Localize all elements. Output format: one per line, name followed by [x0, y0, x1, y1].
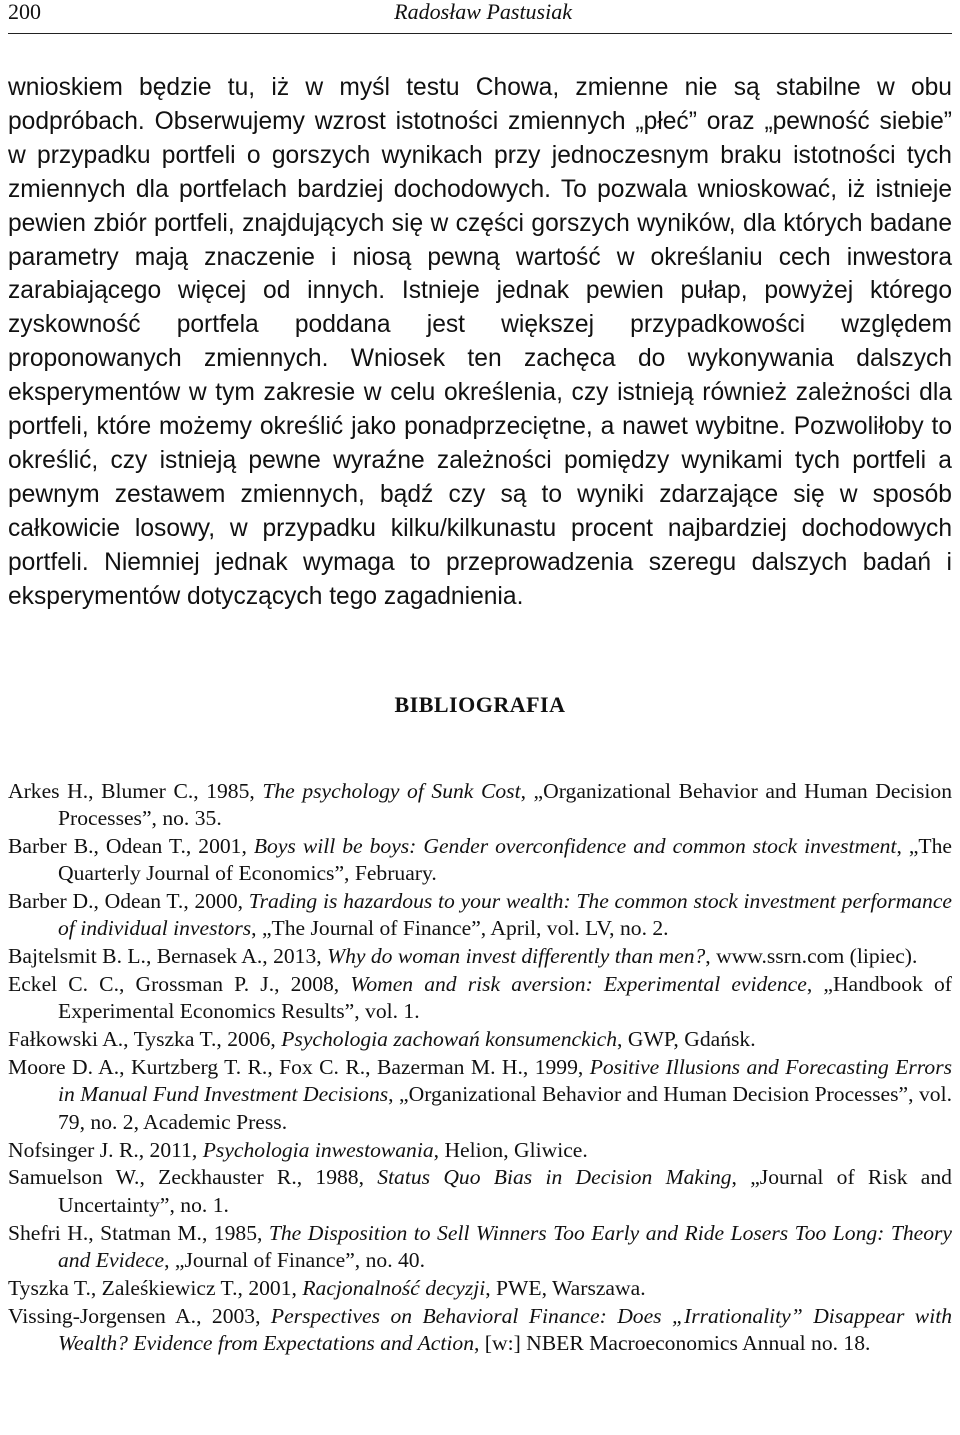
bibliography-entry: [8, 1220, 952, 1275]
entry-title: Psychologia zachowań konsumenckich: [281, 1027, 618, 1052]
entry-authors: Bajtelsmit B. L., Bernasek A., 2013,: [8, 944, 328, 969]
bibliography-entry: [8, 1026, 952, 1053]
entry-authors: Nofsinger J. R., 2011,: [8, 1137, 203, 1162]
entry-source: , „Handbook of Experimental Economics Results”, vol. 1.: [58, 971, 952, 1024]
entry-authors: Shefri H., Statman M., 1985,: [8, 1220, 269, 1245]
bibliography-heading: BIBLIOGRAFIA: [394, 691, 566, 717]
entry-title: The psychology of Sunk Cost: [262, 778, 521, 803]
entry-authors: Arkes H., Blumer C., 1985,: [8, 778, 263, 803]
entry-title: Boys will be boys: Gender overconfidence and common stock investment: [253, 833, 897, 858]
bibliography-entry: [8, 1303, 952, 1358]
running-header-author: Radosław Pastusiak: [394, 0, 572, 24]
entry-title: Why do woman invest differently than men?: [327, 944, 706, 969]
body-paragraph: wnioskiem będzie tu, iż w myśl testu Chowa, zmienne nie są stabilne w obu podpróbach. Obserwujemy wzrost istotności zmiennych „płeć” oraz „pewność siebie” w przypadku portfeli o gorszych wynikach przy jednoczesnym braku istotności tych zmiennych dla portfelach bardziej dochodowych. To pozwala wnioskować, iż istnieje pewien zbiór portfeli, znajdujących się w części gorszych wyników, dla których badane parametry mają znaczenie i niosą pewną wartość w określaniu cech inwestora zarabiającego więcej od innych. Istnieje jednak pewien pułap, powyżej którego zyskowność portfela poddana jest większej przypadkowości względem proponowanych zmiennych. Wniosek ten zachęca do wykonywania dalszych eksperymentów w tym zakresie w celu określenia, czy istnieją również zależności dla portfeli, które możemy określić jako ponadprzeciętne, a nawet wybitne. Pozwoliłoby to określić, czy istnieją pewne wyraźne zależności pomiędzy wynikami tych portfeli a pewnym zestawem zmiennych, bądź czy są to wyniki zdarzające się w sposób całkowicie losowy, w przypadku kilku/kilkunastu procent najbardziej dochodowych portfeli. Niemniej jednak wymaga to przeprowadzenia szeregu dalszych badań i eksperymentów dotyczących tego zagadnienia.: [8, 74, 952, 610]
bibliography-entry: [8, 1137, 952, 1164]
entry-title: Positive Illusions and Forecasting Errors in Manual Fund Investment Decisions: [58, 1054, 952, 1107]
bibliography-entry: [8, 778, 952, 833]
entry-title: Women and risk aversion: Experimental evidence: [350, 971, 807, 996]
entry-source: , „The Quarterly Journal of Economics”, February.: [58, 833, 953, 886]
bibliography-entry: [8, 1275, 952, 1302]
bibliography-entry: [8, 833, 952, 888]
entry-title: Status Quo Bias in Decision Making: [377, 1165, 732, 1190]
entry-title: Trading is hazardous to your wealth: The common stock investment performance of individual investors: [58, 888, 952, 941]
bibliography-entry: [8, 943, 952, 970]
entry-authors: Samuelson W., Zeckhauster R., 1988,: [8, 1165, 378, 1190]
bibliography-entry: [8, 888, 952, 943]
entry-authors: Fałkowski A., Tyszka T., 2006,: [8, 1027, 282, 1052]
entry-source: , „Journal of Risk and Uncertainty”, no. 1.: [58, 1165, 952, 1217]
entry-source: , „Journal of Finance”, no. 40.: [164, 1247, 425, 1272]
entry-source: , www.ssrn.com (lipiec).: [705, 944, 918, 969]
bibliography-list: [8, 778, 952, 1358]
entry-authors: Eckel C. C., Grossman P. J., 2008,: [8, 971, 351, 996]
entry-source: , [w:] NBER Macroeconomics Annual no. 18.: [474, 1330, 871, 1355]
entry-authors: Vissing-Jorgensen A., 2003,: [8, 1303, 271, 1328]
entry-title: The Disposition to Sell Winners Too Early and Ride Losers Too Long: Theory and Evidece: [58, 1220, 952, 1272]
entry-title: Psychologia inwestowania: [202, 1137, 434, 1162]
entry-title: Perspectives on Behavioral Finance: Does „Irrationality” Disappear with Wealth? Evidence from Expectations and Action: [58, 1303, 952, 1355]
bibliography-entry: [8, 1054, 952, 1136]
entry-source: , „Organizational Behavior and Human Decision Processes”, no. 35.: [58, 778, 952, 830]
bibliography-entry: [8, 1164, 952, 1219]
running-header: [8, 0, 952, 34]
entry-source: , Helion, Gliwice.: [433, 1137, 588, 1162]
body-text: [8, 71, 952, 614]
entry-authors: Barber B., Odean T., 2001,: [8, 833, 254, 858]
entry-source: , PWE, Warszawa.: [485, 1275, 646, 1300]
entry-source: , GWP, Gdańsk.: [617, 1027, 756, 1052]
entry-source: , „Organizational Behavior and Human Decision Processes”, vol. 79, no. 2, Academic Press.: [58, 1082, 952, 1134]
entry-title: Racjonalność decyzji: [302, 1275, 486, 1300]
page-number: 200: [8, 0, 41, 24]
entry-authors: Moore D. A., Kurtzberg T. R., Fox C. R., Bazerman M. H., 1999,: [8, 1054, 590, 1079]
entry-authors: Barber D., Odean T., 2000,: [8, 888, 249, 913]
entry-source: , „The Journal of Finance”, April, vol. LV, no. 2.: [251, 916, 669, 941]
bibliography-entry: [8, 971, 952, 1026]
entry-authors: Tyszka T., Zaleśkiewicz T., 2001,: [8, 1275, 303, 1300]
